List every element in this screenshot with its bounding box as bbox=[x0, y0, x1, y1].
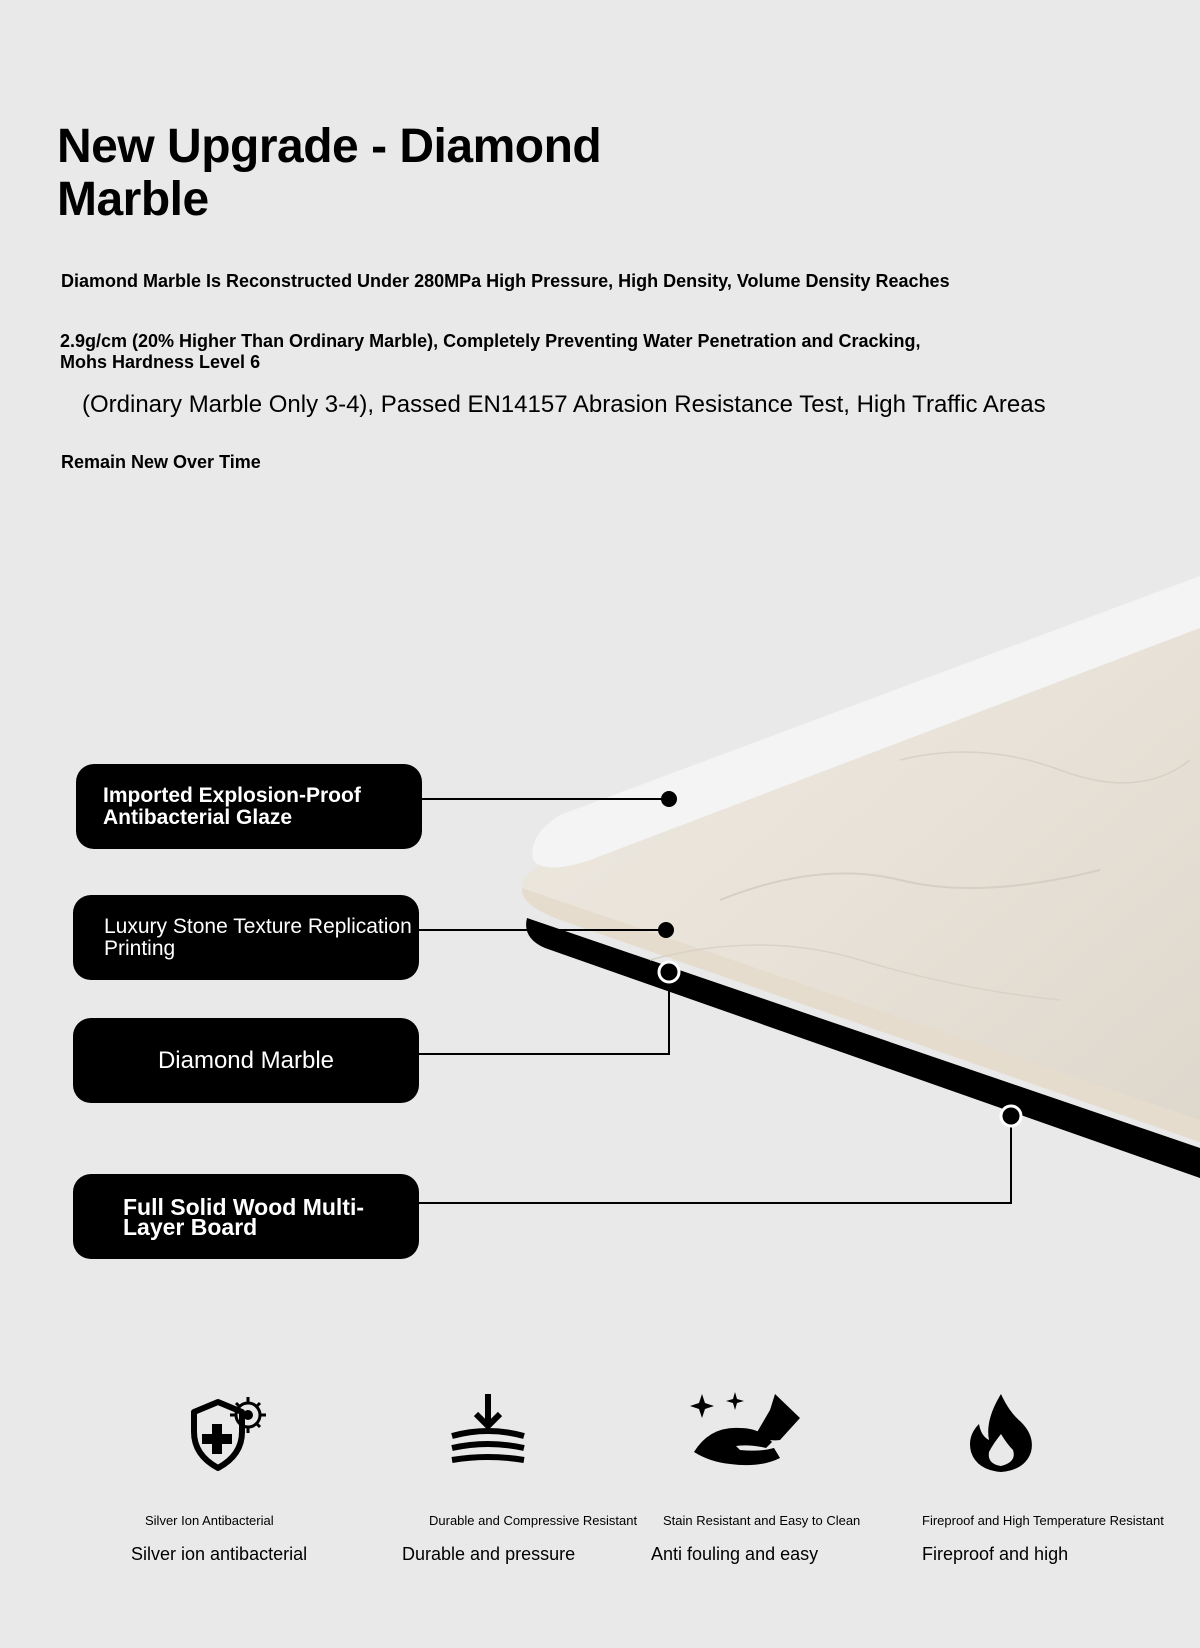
feature-subtitle: Silver ion antibacterial bbox=[131, 1544, 308, 1564]
description-line-4: Remain New Over Time bbox=[61, 452, 261, 472]
feature-fireproof bbox=[910, 1390, 1190, 1580]
layer-label-text: Full Solid Wood Multi-Layer Board bbox=[123, 1193, 365, 1240]
feature-title: Stain Resistant and Easy to Clean bbox=[663, 1513, 861, 1528]
layer-label-texture bbox=[73, 895, 419, 980]
feature-title: Durable and Compressive Resistant bbox=[429, 1513, 638, 1528]
flame-icon bbox=[965, 1390, 1037, 1474]
layer-label-text: Diamond Marble bbox=[157, 1046, 335, 1074]
feature-durable bbox=[400, 1390, 640, 1580]
page-title: New Upgrade - Diamond Marble bbox=[57, 120, 602, 226]
feature-subtitle: Anti fouling and easy bbox=[651, 1544, 819, 1564]
marker-dot-board bbox=[1001, 1106, 1021, 1126]
feature-subtitle: Fireproof and high bbox=[922, 1544, 1069, 1564]
feature-title: Silver Ion Antibacterial bbox=[145, 1513, 274, 1528]
pressure-arrow-icon bbox=[450, 1390, 526, 1470]
feature-antibacterial bbox=[120, 1390, 320, 1580]
leader-line-board bbox=[419, 1116, 1011, 1203]
description-line-2: 2.9g/cm (20% Higher Than Ordinary Marble), Completely Preventing Water Penetration and Cracking, Mohs Hardness Level 6 bbox=[60, 331, 921, 372]
marker-dot-texture bbox=[658, 922, 674, 938]
description-line-3: (Ordinary Marble Only 3-4), Passed EN14157 Abrasion Resistance Test, High Traffic Areas bbox=[82, 391, 1046, 418]
layer-label-text: Luxury Stone Texture Replication Printing bbox=[104, 914, 412, 960]
feature-subtitle: Durable and pressure bbox=[402, 1544, 576, 1564]
leader-line-marble bbox=[419, 972, 669, 1054]
description-line-1: Diamond Marble Is Reconstructed Under 280MPa High Pressure, High Density, Volume Density Reaches bbox=[61, 271, 950, 291]
layer-label-marble bbox=[73, 1018, 419, 1103]
shield-antibacterial-icon bbox=[186, 1390, 266, 1475]
feature-title: Fireproof and High Temperature Resistant bbox=[922, 1513, 1164, 1528]
layer-label-text: Imported Explosion-Proof Antibacterial Glaze bbox=[103, 783, 361, 829]
clean-hand-icon bbox=[690, 1390, 805, 1470]
layer-label-glaze bbox=[76, 764, 422, 849]
feature-clean bbox=[645, 1390, 875, 1580]
marker-dot-glaze bbox=[661, 791, 677, 807]
marker-dot-marble bbox=[659, 962, 679, 982]
layer-label-board bbox=[73, 1174, 419, 1259]
